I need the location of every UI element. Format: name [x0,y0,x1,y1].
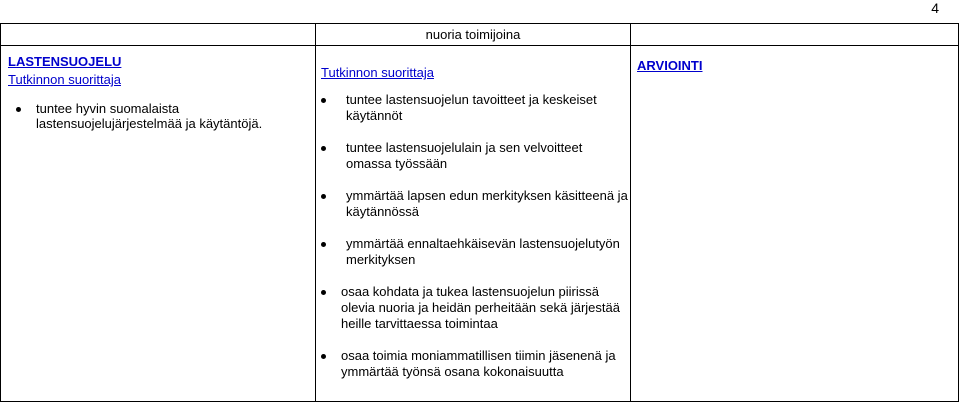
bullet-icon [321,242,326,247]
list-item [321,140,630,172]
body-cell-arviointi [631,46,959,402]
section-title-arviointi: ARVIOINTI [637,58,703,73]
column2-list [321,92,630,380]
bullet-icon [321,290,326,295]
list-item [8,101,315,131]
list-item-text: osaa kohdata ja tukea lastensuojelun piirissä olevia nuoria ja heidän perheitään sekä järjestää heille tarvittaessa toimintaa [341,284,620,331]
bullet-icon [16,107,21,112]
list-item-text: tuntee lastensuojelun tavoitteet ja keskeiset käytännöt [346,92,597,123]
subtitle-tutkinnon-suorittaja: Tutkinnon suorittaja [8,72,121,87]
list-item [321,188,630,220]
list-item-text: ymmärtää ennaltaehkäisevän lastensuojelutyön merkityksen [346,236,620,267]
bullet-icon [321,98,326,103]
list-item-text: tuntee lastensuojelulain ja sen velvoitteet omassa työssään [346,140,583,171]
subtitle-tutkinnon-suorittaja: Tutkinnon suorittaja [321,65,434,80]
header-cell-2: nuoria toimijoina [316,24,631,46]
list-item-text: osaa toimia moniammatillisen tiimin jäsenenä ja ymmärtää työnsä osana kokonaisuutta [341,348,616,379]
header-cell-1 [1,24,316,46]
header-cell-3 [631,24,959,46]
page-number: 4 [931,0,939,16]
body-cell-lastensuojelu [1,46,316,402]
list-item [321,236,630,268]
list-item [321,284,630,332]
table-header-row [1,24,959,46]
column1-list [8,101,315,131]
list-item [321,92,630,124]
curriculum-table [0,23,959,402]
list-item [321,348,630,380]
list-item-text: ymmärtää lapsen edun merkityksen käsitteenä ja käytännössä [346,188,628,219]
body-cell-objectives [316,46,631,402]
bullet-icon [321,146,326,151]
section-title-lastensuojelu: LASTENSUOJELU [8,54,122,69]
table-body-row [1,46,959,402]
bullet-icon [321,194,326,199]
bullet-icon [321,354,326,359]
list-item-text: tuntee hyvin suomalaista lastensuojelujärjestelmää ja käytäntöjä. [36,101,263,131]
